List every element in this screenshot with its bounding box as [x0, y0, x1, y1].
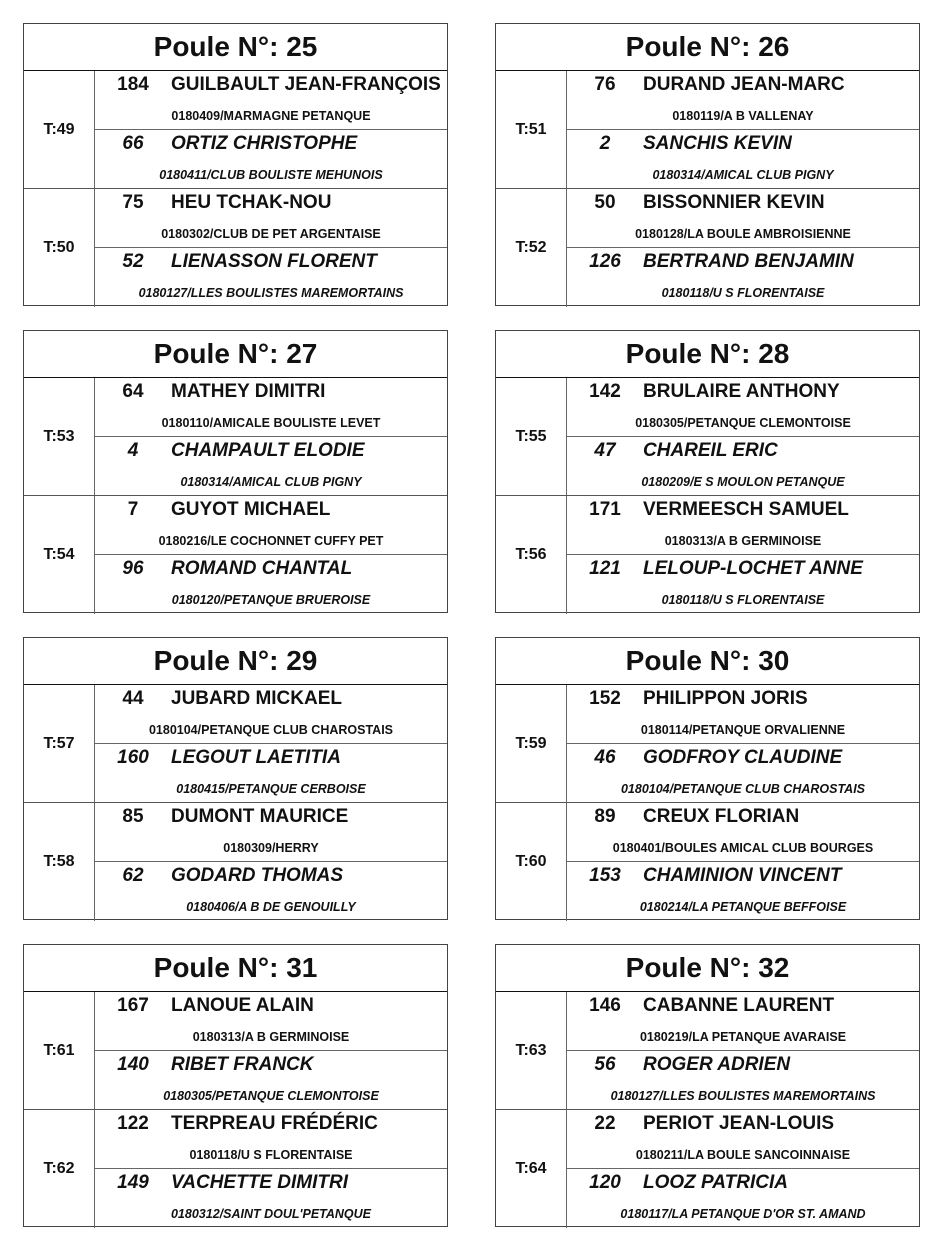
table-group	[24, 496, 447, 614]
player-name: JUBARD MICKAEL	[171, 688, 342, 709]
player-row	[95, 992, 447, 1051]
player-club: 0180118/U S FLORENTAISE	[189, 1148, 353, 1162]
player-number: 149	[117, 1172, 149, 1193]
player-number: 56	[594, 1054, 616, 1075]
table-group	[24, 685, 447, 803]
player-name: VERMEESCH SAMUEL	[643, 499, 849, 520]
player-club: 0180309/HERRY	[223, 841, 319, 855]
player-number: 171	[589, 499, 621, 520]
player-number: 152	[589, 688, 621, 709]
player-number: 7	[127, 499, 139, 520]
player-club: 0180114/PETANQUE ORVALIENNE	[640, 723, 846, 737]
table-label: T:55	[496, 378, 567, 495]
player-row	[95, 862, 447, 921]
player-club: 0180104/PETANQUE CLUB CHAROSTAIS	[620, 782, 866, 796]
table-label: T:57	[24, 685, 95, 802]
table-label: T:64	[496, 1110, 567, 1228]
player-name: RIBET FRANCK	[171, 1054, 314, 1075]
player-row	[567, 992, 919, 1051]
table-group	[496, 378, 919, 496]
player-number: 76	[594, 74, 616, 95]
player-number: 89	[594, 806, 616, 827]
player-name: TERPREAU FRÉDÉRIC	[171, 1113, 378, 1134]
player-row	[95, 248, 447, 307]
player-club: 0180312/SAINT DOUL'PETANQUE	[170, 1207, 372, 1221]
table-label: T:52	[496, 189, 567, 307]
player-number: 96	[122, 558, 144, 579]
table-group	[496, 992, 919, 1110]
player-row	[95, 437, 447, 496]
player-name: VACHETTE DIMITRI	[171, 1172, 348, 1193]
player-club: 0180127/LLES BOULISTES MAREMORTAINS	[610, 1089, 876, 1103]
player-number: 50	[594, 192, 616, 213]
player-row	[567, 1110, 919, 1169]
player-name: LELOUP-LOCHET ANNE	[643, 558, 863, 579]
table-label: T:58	[24, 803, 95, 921]
player-number: 126	[589, 251, 621, 272]
player-club: 0180209/E S MOULON PETANQUE	[641, 475, 845, 489]
player-club: 0180415/PETANQUE CERBOISE	[176, 782, 366, 796]
table-label: T:49	[24, 71, 95, 188]
poule-body	[24, 685, 447, 920]
player-row	[567, 555, 919, 614]
player-row	[95, 130, 447, 189]
poule-box	[495, 944, 920, 1227]
player-name: PHILIPPON JORIS	[643, 688, 808, 709]
table-group	[24, 1110, 447, 1228]
poule-title: Poule N°: 26	[496, 24, 919, 71]
player-row	[95, 803, 447, 862]
player-number: 4	[127, 440, 139, 461]
player-club: 0180313/A B GERMINOISE	[192, 1030, 350, 1044]
player-row	[567, 378, 919, 437]
player-row	[95, 744, 447, 803]
player-name: CHAREIL ERIC	[643, 440, 778, 461]
player-club: 0180401/BOULES AMICAL CLUB BOURGES	[612, 841, 874, 855]
player-club: 0180104/PETANQUE CLUB CHAROSTAIS	[148, 723, 394, 737]
player-row	[567, 1169, 919, 1228]
table-label: T:53	[24, 378, 95, 495]
player-row	[95, 496, 447, 555]
player-number: 122	[117, 1113, 149, 1134]
poule-body	[24, 378, 447, 613]
poule-title: Poule N°: 32	[496, 945, 919, 992]
table-label: T:63	[496, 992, 567, 1109]
player-number: 46	[594, 747, 616, 768]
player-row	[95, 1169, 447, 1228]
player-number: 120	[589, 1172, 621, 1193]
player-number: 140	[117, 1054, 149, 1075]
poule-body	[496, 685, 919, 920]
player-number: 52	[122, 251, 144, 272]
player-name: ROMAND CHANTAL	[171, 558, 353, 579]
player-club: 0180219/LA PETANQUE AVARAISE	[639, 1030, 847, 1044]
player-club: 0180411/CLUB BOULISTE MEHUNOIS	[159, 168, 383, 182]
table-label: T:54	[24, 496, 95, 614]
player-name: CHAMPAULT ELODIE	[171, 440, 365, 461]
player-row	[95, 71, 447, 130]
player-row	[567, 189, 919, 248]
player-number: 184	[117, 74, 149, 95]
table-group	[496, 803, 919, 921]
table-label: T:59	[496, 685, 567, 802]
player-row	[567, 685, 919, 744]
table-group	[496, 189, 919, 307]
poule-box	[23, 944, 448, 1227]
player-number: 153	[589, 865, 621, 886]
player-name: PERIOT JEAN-LOUIS	[643, 1113, 835, 1134]
table-group	[24, 71, 447, 189]
poule-box	[23, 330, 448, 613]
player-name: GODFROY CLAUDINE	[643, 747, 843, 768]
player-club: 0180305/PETANQUE CLEMONTOISE	[635, 416, 851, 430]
poule-title: Poule N°: 27	[24, 331, 447, 378]
poule-title: Poule N°: 29	[24, 638, 447, 685]
player-name: ROGER ADRIEN	[643, 1054, 791, 1075]
poule-body	[496, 378, 919, 613]
player-name: GUYOT MICHAEL	[171, 499, 331, 520]
poule-body	[24, 992, 447, 1227]
poule-box	[23, 637, 448, 920]
poule-title: Poule N°: 25	[24, 24, 447, 71]
player-row	[567, 1051, 919, 1110]
player-row	[567, 496, 919, 555]
player-row	[95, 189, 447, 248]
player-name: GODARD THOMAS	[171, 865, 344, 886]
player-row	[95, 685, 447, 744]
player-club: 0180118/U S FLORENTAISE	[661, 286, 825, 300]
player-name: CHAMINION VINCENT	[643, 865, 842, 886]
player-number: 75	[122, 192, 144, 213]
player-number: 22	[594, 1113, 616, 1134]
player-club: 0180314/AMICAL CLUB PIGNY	[652, 168, 834, 182]
player-row	[567, 130, 919, 189]
player-name: LIENASSON FLORENT	[171, 251, 377, 272]
player-number: 142	[589, 381, 621, 402]
table-group	[24, 378, 447, 496]
player-row	[95, 1051, 447, 1110]
player-row	[567, 803, 919, 862]
table-label: T:50	[24, 189, 95, 307]
player-number: 160	[117, 747, 149, 768]
poule-title: Poule N°: 30	[496, 638, 919, 685]
player-name: SANCHIS KEVIN	[643, 133, 792, 154]
table-group	[496, 496, 919, 614]
player-name: MATHEY DIMITRI	[171, 381, 326, 402]
player-row	[95, 378, 447, 437]
player-name: LEGOUT LAETITIA	[171, 747, 341, 768]
table-label: T:62	[24, 1110, 95, 1228]
player-name: HEU TCHAK-NOU	[171, 192, 332, 213]
player-number: 85	[122, 806, 144, 827]
player-name: LANOUE ALAIN	[171, 995, 314, 1016]
player-name: BERTRAND BENJAMIN	[643, 251, 854, 272]
player-number: 64	[122, 381, 144, 402]
player-number: 167	[117, 995, 149, 1016]
player-number: 47	[594, 440, 616, 461]
player-number: 146	[589, 995, 621, 1016]
poule-body	[496, 71, 919, 306]
player-name: LOOZ PATRICIA	[643, 1172, 788, 1193]
table-label: T:60	[496, 803, 567, 921]
player-club: 0180117/LA PETANQUE D'OR ST. AMAND	[620, 1207, 866, 1221]
player-club: 0180127/LLES BOULISTES MAREMORTAINS	[138, 286, 404, 300]
player-club: 0180314/AMICAL CLUB PIGNY	[180, 475, 362, 489]
player-name: BISSONNIER KEVIN	[643, 192, 825, 213]
player-number: 2	[599, 133, 611, 154]
player-row	[567, 71, 919, 130]
player-row	[567, 437, 919, 496]
player-name: DUMONT MAURICE	[171, 806, 349, 827]
poule-body	[24, 71, 447, 306]
table-label: T:61	[24, 992, 95, 1109]
player-club: 0180119/A B VALLENAY	[672, 109, 814, 123]
player-row	[567, 862, 919, 921]
player-club: 0180211/LA BOULE SANCOINNAISE	[635, 1148, 851, 1162]
poule-body	[496, 992, 919, 1227]
poule-box	[495, 637, 920, 920]
player-club: 0180313/A B GERMINOISE	[664, 534, 822, 548]
player-number: 62	[122, 865, 144, 886]
player-name: BRULAIRE ANTHONY	[643, 381, 840, 402]
player-name: CREUX FLORIAN	[643, 806, 800, 827]
player-number: 66	[122, 133, 144, 154]
player-club: 0180120/PETANQUE BRUEROISE	[171, 593, 371, 607]
table-label: T:51	[496, 71, 567, 188]
poule-title: Poule N°: 28	[496, 331, 919, 378]
poule-box	[495, 330, 920, 613]
player-row	[567, 744, 919, 803]
player-row	[95, 555, 447, 614]
player-club: 0180305/PETANQUE CLEMONTOISE	[163, 1089, 379, 1103]
player-club: 0180216/LE COCHONNET CUFFY PET	[158, 534, 384, 548]
player-row	[95, 1110, 447, 1169]
player-name: CABANNE LAURENT	[643, 995, 835, 1016]
player-club: 0180409/MARMAGNE PETANQUE	[171, 109, 371, 123]
poule-box	[495, 23, 920, 306]
player-club: 0180302/CLUB DE PET ARGENTAISE	[161, 227, 381, 241]
table-label: T:56	[496, 496, 567, 614]
table-group	[24, 189, 447, 307]
table-group	[24, 803, 447, 921]
player-name: ORTIZ CHRISTOPHE	[171, 133, 358, 154]
table-group	[496, 71, 919, 189]
player-club: 0180214/LA PETANQUE BEFFOISE	[639, 900, 847, 914]
table-group	[496, 1110, 919, 1228]
player-number: 44	[122, 688, 144, 709]
player-name: DURAND JEAN-MARC	[643, 74, 845, 95]
poule-box	[23, 23, 448, 306]
player-row	[567, 248, 919, 307]
player-number: 121	[589, 558, 621, 579]
table-group	[24, 992, 447, 1110]
table-group	[496, 685, 919, 803]
poule-title: Poule N°: 31	[24, 945, 447, 992]
player-club: 0180110/AMICALE BOULISTE LEVET	[161, 416, 381, 430]
player-club: 0180406/A B DE GENOUILLY	[186, 900, 356, 914]
player-club: 0180128/LA BOULE AMBROISIENNE	[635, 227, 851, 241]
player-name: GUILBAULT JEAN-FRANÇOIS	[171, 74, 441, 95]
player-club: 0180118/U S FLORENTAISE	[661, 593, 825, 607]
